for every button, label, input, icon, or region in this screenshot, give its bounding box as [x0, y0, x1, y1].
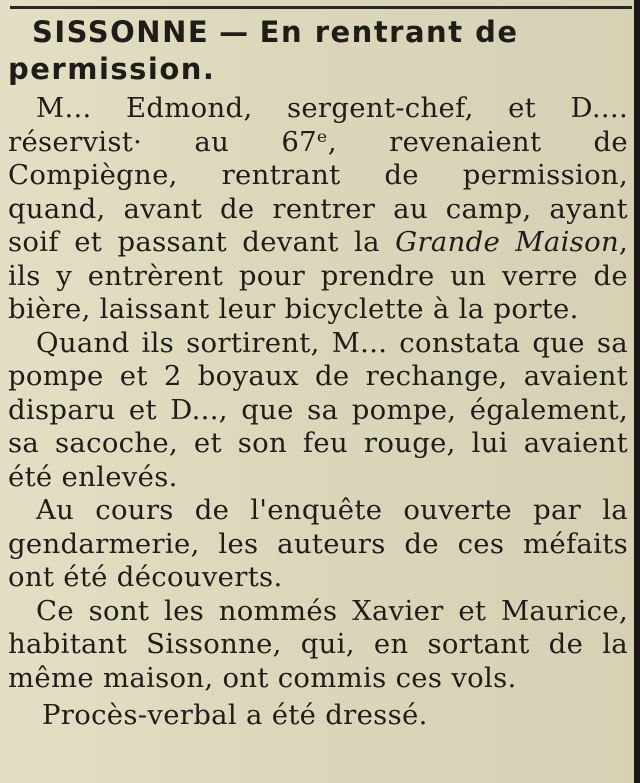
- headline-title: En rentrant de permission.: [8, 15, 519, 86]
- article-headline: [8, 14, 628, 88]
- paragraph-1-text-start: M... Edmond, sergent-chef, et D.... réservist· au 67ᵉ, revenaient de Compiègne, rentrant de permission, quand, avant de rentrer au camp, ayant soif et passant devant la: [8, 92, 628, 258]
- article-body: [8, 92, 628, 733]
- paragraph-1-italic-place: Grande Maison: [395, 226, 619, 258]
- paragraph-1-text-end: , ils y entrèrent pour prendre un verre de bière, laissant leur bicyclette à la porte.: [8, 226, 628, 325]
- article-paragraph-4: Ce sont les nommés Xavier et Maurice, habitant Sissonne, qui, en sortant de la même maison, ont commis ces vols.: [8, 594, 628, 694]
- headline-dash: —: [219, 15, 250, 49]
- article-signoff: Procès-verbal a été dressé.: [42, 699, 428, 731]
- article-paragraph-3: Au cours de l'enquête ouverte par la gendarmerie, les auteurs de ces méfaits ont été découverts.: [8, 494, 628, 593]
- article-paragraph-2: Quand ils sortirent, M... constata que sa pompe et 2 boyaux de rechange, avaient disparu et D..., que sa pompe, également, sa sacoche, et son feu rouge, lui avaient été enlevés.: [8, 326, 628, 493]
- article-paragraph-1: [8, 92, 628, 327]
- top-rule: [10, 6, 632, 9]
- headline-place: SISSONNE: [32, 15, 210, 49]
- right-border: [634, 0, 640, 783]
